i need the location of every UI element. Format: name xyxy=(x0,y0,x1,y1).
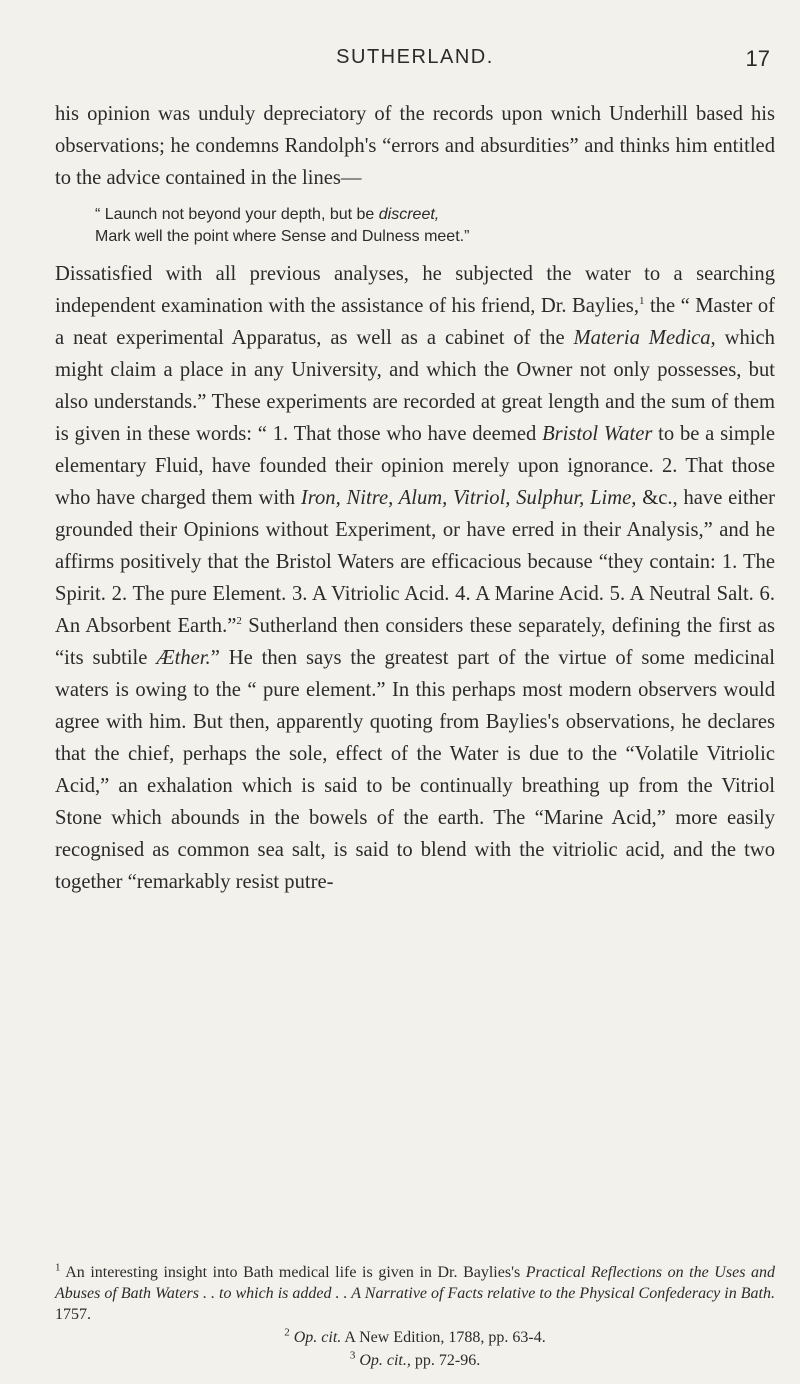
italic-aether: Æther. xyxy=(156,647,211,669)
running-title: SUTHERLAND. xyxy=(336,46,494,68)
footnote-1-title: Practical Reflections on the Uses and Abuses of Bath Waters . . to which is added . . A Narrative of Facts relative to the Physical Confederacy in Bath. xyxy=(55,1264,776,1302)
footnote-3-citation: Op. cit., xyxy=(359,1352,411,1369)
footnote-1-text: An interesting insight into Bath medical life is given in Dr. Baylies's xyxy=(60,1264,526,1281)
verse-line-1-text: “ Launch not beyond your depth, but be xyxy=(95,206,379,223)
footnote-3-text: pp. 72-96. xyxy=(410,1352,481,1369)
paragraph-2 xyxy=(55,258,775,898)
paragraph-2-part: ” He then says the greatest part of the virtue of some medicinal waters is owing to the “ pure element.” In this perhaps most modern observers would agree with him. But then, apparently quoting from Baylies's observations, he declares that the chief, perhaps the sole, effect of the Water is due to the “Volatile Vitriolic Acid,” an exhalation which is said to be continually breathing up from the Vitriol Stone which abounds in the bowels of the earth. The “Marine Acid,” more easily recognised as common sea salt, is said to blend with the vitriolic acid, and the two together “remarkably resist putre- xyxy=(55,647,775,893)
paragraph-2-part: the “ Master of a neat experimental Apparatus, as well as a cabinet of the xyxy=(55,295,776,349)
verse-line-1 xyxy=(95,204,775,226)
italic-substances-list: Iron, Nitre, Alum, Vitriol, Sulphur, Lime, xyxy=(300,487,637,509)
footnote-1-year: 1757. xyxy=(55,1306,91,1323)
footnotes xyxy=(55,1262,775,1373)
paragraph-2-part: Sutherland then considers these separately, defining the first as “its subtile xyxy=(55,615,775,669)
footnote-3-number: 3 xyxy=(349,1349,356,1362)
footnote-1 xyxy=(55,1262,775,1325)
paragraph-2-part: which might claim a place in any University, and which the Owner not only possesses, but also understands.” These experiments are recorded at great length and the sum of them is given in these words: “ 1. That those who have deemed xyxy=(55,327,775,445)
body-text xyxy=(55,98,775,898)
paragraph-2-part: to be a simple elementary Fluid, have founded their opinion merely upon ignorance. 2. That those who have charged them with xyxy=(55,423,775,509)
footnote-2-citation: Op. cit. xyxy=(293,1329,342,1346)
footnote-3 xyxy=(55,1350,775,1371)
footnote-2 xyxy=(55,1327,775,1348)
italic-materia-medica: Materia Medica, xyxy=(573,327,716,349)
paragraph-1 xyxy=(55,98,775,194)
paragraph-2-part: &c., have either grounded their Opinions without Experiment, or have erred in their Analysis,” and he affirms positively that the Bristol Waters are efficacious because “they contain: 1. The Spirit. 2. The pure Element. 3. A Vitriolic Acid. 4. A Marine Acid. 5. A Neutral Salt. 6. An Absorbent Earth.” xyxy=(55,487,776,637)
footnote-1-number: 1 xyxy=(55,1261,61,1274)
running-head xyxy=(60,46,770,86)
page-number: 17 xyxy=(745,46,770,71)
footnote-2-text: A New Edition, 1788, pp. 63-4. xyxy=(341,1329,546,1346)
paragraph-2-part: Dissatisfied with all previous analyses, he subjected the water to a searching independent examination with the assistance of his friend, Dr. Baylies, xyxy=(55,263,775,317)
footnote-2-number: 2 xyxy=(284,1326,290,1339)
verse-line-1-italic: discreet, xyxy=(378,206,440,223)
italic-bristol-water: Bristol Water xyxy=(542,423,653,445)
footnote-ref-2[interactable]: 2 xyxy=(236,615,242,628)
footnote-ref-1[interactable]: 1 xyxy=(638,295,645,308)
verse-line-2: Mark well the point where Sense and Dulness meet.” xyxy=(95,228,470,245)
paragraph-1-text: his opinion was unduly depreciatory of the records upon wnich Underhill based his observations; he condemns Randolph's “errors and absurdities” and thinks him entitled to the advice contained in the lines— xyxy=(55,103,775,189)
verse-quote xyxy=(95,204,775,248)
